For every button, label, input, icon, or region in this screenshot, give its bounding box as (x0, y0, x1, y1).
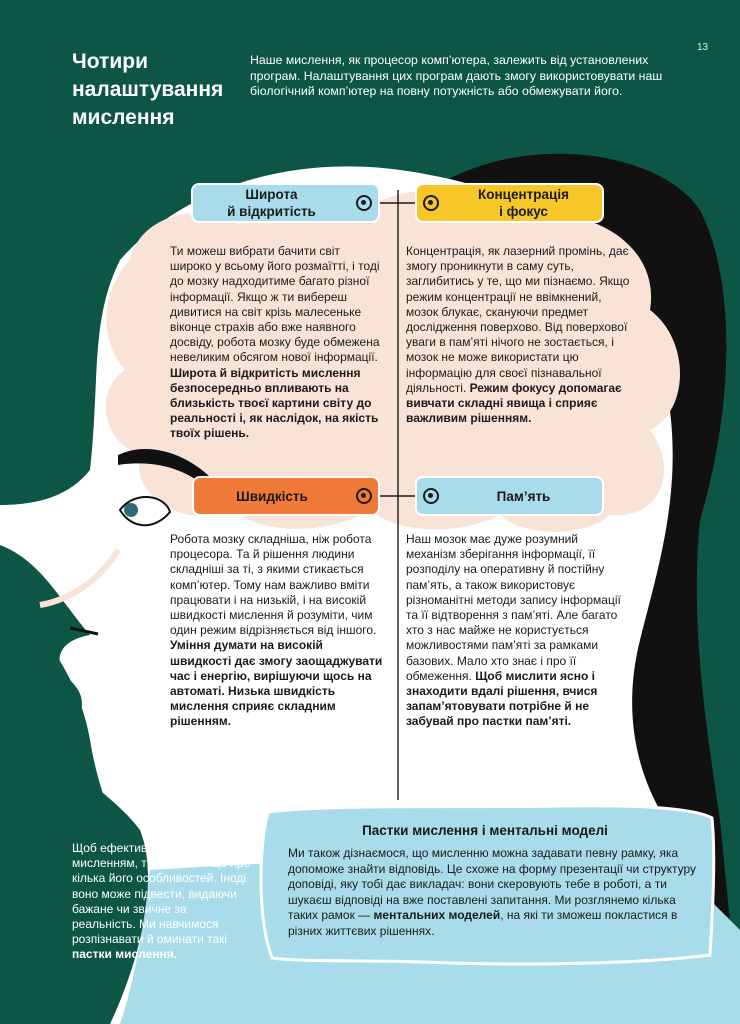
target-icon (423, 488, 439, 504)
target-icon (356, 195, 372, 211)
breadth-emphasis: Широта й відкритість мислення безпосередньо впливають на близькість твоєї картини світу до реальності і, як наслідок, на якість твоїх рішень. (170, 365, 379, 441)
speed-label (192, 476, 380, 516)
target-icon (423, 195, 439, 211)
iris-shape (124, 503, 138, 517)
focus-text (406, 244, 634, 426)
traps-body: Ми також дізнаємося, що мисленню можна задавати певну рамку, яка допоможе знайти відповідь. Це схоже на форму презентації чи структуру доповіді, яку тобі дає викладач: вони скеровують тебе в роботі, а ти шукаєш відповіді на вже поставлені запитання. Ми розглянемо кілька таких рамок — (288, 846, 697, 923)
focus-label-line1: Концентрація (478, 187, 569, 202)
focus-emphasis: Режим фокусу допомагає вивчати складні явища і сприяє важливим рішенням. (406, 380, 622, 426)
sidenote-emphasis: пастки мислення. (72, 947, 178, 962)
intro-text: Наше мислення, як процесор комп’ютера, залежить від установлених програм. Налаштування цих програм дають змогу використовувати наш біологічний комп’ютер на повну потужність або обмежувати його. (250, 53, 663, 99)
page-title: Чотири налаштування мислення (72, 50, 224, 129)
speed-emphasis: Уміння думати на високій швидкості дає змогу заощаджувати час і енергію, вирішуючи щось на автоматі. Низька швидкість мислення сприяє складним рішенням. (170, 638, 383, 729)
sidenote-body: Щоб ефективно користуватися мисленням, треба знати ще про кілька його особливостей. Іноді воно може підвести, видаючи бажане чи звичне за реальність. Ми навчимося розпізнавати й оминати такі (72, 841, 251, 947)
sidenote-text (72, 841, 252, 963)
focus-body: Концентрація, як лазерний промінь, дає змогу проникнути в саму суть, заглибитись у те, що ми пізнаємо. Якщо режим концентрації не ввімкнений, мозок блукає, скануючи предмет дослідження поверхово. Від поверхової уваги в пам’яті нічого не зостається, і мозок не може використати цю інформацію для своєї пізнавальної діяльності. (406, 244, 630, 395)
focus-label (415, 183, 604, 223)
breadth-label-line1: Широта (245, 187, 298, 202)
breadth-text (170, 244, 384, 442)
traps-text (288, 846, 700, 940)
focus-label-text (445, 186, 602, 220)
breadth-body: Ти можеш вибрати бачити світ широко у всьому його розмаїтті, і тоді до мозку надходитиме багато різної інформації. Якщо ж ти вибереш дивитися на світ крізь малесеньке віконце страхів або вже наявного досвіду, робота мозку буде обмежена невеликим обсягом нової інформації. (170, 244, 380, 365)
target-icon (356, 488, 372, 504)
speed-label-text: Швидкість (236, 488, 308, 504)
memory-label (415, 476, 604, 516)
speed-text (170, 532, 384, 730)
breadth-label (191, 183, 380, 223)
breadth-label-text (193, 186, 350, 220)
speed-body: Робота мозку складніша, ніж робота процесора. Та й рішення людини складніші за ті, з якими стикається комп’ютер. Тому нам важливо вміти працювати і на низькій, і на високій швидкості мислення й розуміти, чим один режим відрізняється від іншого. (170, 532, 377, 638)
traps-title: Пастки мислення і ментальні моделі (362, 823, 608, 838)
page-number: 13 (697, 42, 709, 53)
memory-emphasis: Щоб мислити ясно і знаходити вдалі рішення, вчися запам’ятовувати потрібне й не забувай про пастки пам’яті. (406, 668, 598, 729)
memory-body: Наш мозок має дуже розумний механізм зберігання інформації, її розподілу на оперативну й постійну пам’ять, а також використовує різноманітні методи запису інформації та її відтворення з пам’яті. Але багато хто з нас майже не користується можливостями пам’яті за рамками базових. Мало хто знає і про її обмеження. (406, 532, 621, 683)
memory-label-text: Пам’ять (496, 488, 551, 504)
breadth-label-line2: й відкритість (227, 204, 316, 219)
traps-emphasis: ментальних моделей (373, 908, 501, 923)
traps-body-end: , на які ти зможеш покластися в різних життєвих рішеннях. (288, 908, 678, 938)
focus-label-line2: і фокус (499, 204, 548, 219)
memory-text (406, 532, 628, 730)
